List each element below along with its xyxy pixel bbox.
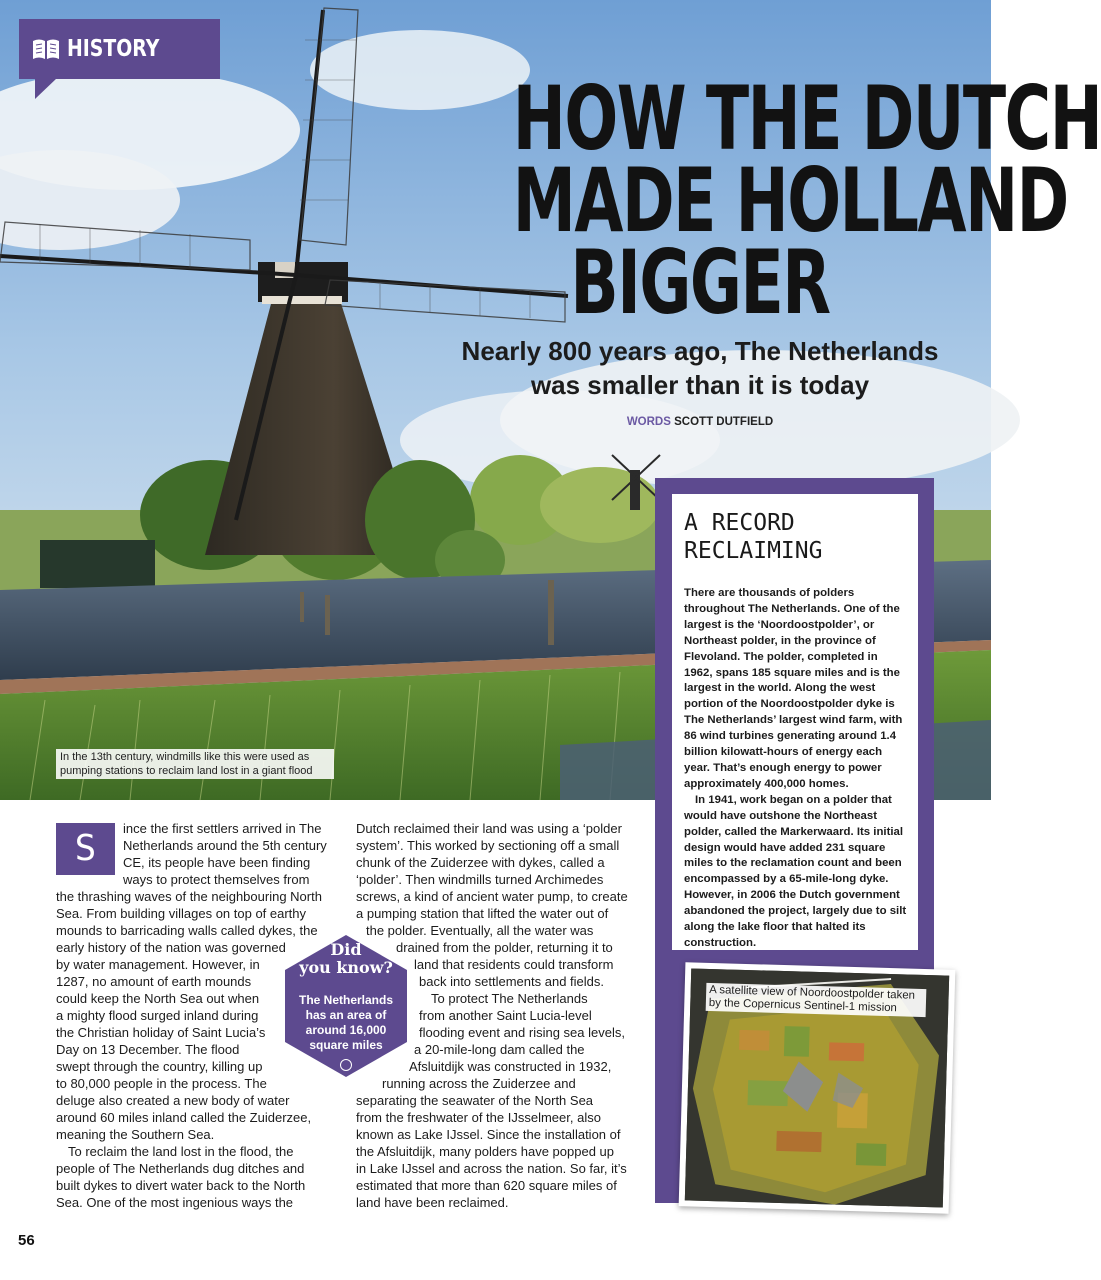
headline bbox=[440, 67, 1101, 334]
did-you-know-badge bbox=[283, 933, 409, 1079]
did-you-know-title bbox=[283, 941, 409, 977]
body-line: Afsluitdijk was constructed in 1932, bbox=[409, 1059, 612, 1074]
body-line: chunk of the Zuiderzee with dykes, called a bbox=[356, 855, 605, 870]
body-line: CE, its people have been finding bbox=[123, 855, 311, 870]
headline-line-2: MADE HOLLAND bbox=[512, 149, 1068, 252]
body-line: a mighty flood surged inland during bbox=[56, 1008, 259, 1023]
body-line: flooding event and rising sea levels, bbox=[419, 1025, 625, 1040]
body-line: back into settlements and fields. bbox=[419, 974, 604, 989]
drop-cap: S bbox=[56, 823, 115, 875]
body-line: by water management. However, in bbox=[56, 957, 260, 972]
body-line: from the freshwater of the IJsselmeer, also bbox=[356, 1110, 601, 1125]
body-line: system’. This worked by sectioning off a small bbox=[356, 838, 620, 853]
section-tag bbox=[19, 19, 220, 79]
body-line: separating the seawater of the North Sea bbox=[356, 1093, 594, 1108]
body-line: people of The Netherlands dug ditches and bbox=[56, 1161, 305, 1176]
body-line: the Christian holiday of Saint Lucia’s bbox=[56, 1025, 266, 1040]
hero-caption: In the 13th century, windmills like this were used as pumping stations to reclaim land lost in a giant flood bbox=[56, 749, 334, 779]
body-line: ‘polder’. Then windmills turned Archimedes bbox=[356, 872, 604, 887]
body-line: to 80,000 people in the process. The bbox=[56, 1076, 267, 1091]
did-you-know-text: The Netherlands has an area of around 16,000 square miles bbox=[298, 993, 394, 1052]
body-line: the thrashing waves of the neighbouring North bbox=[56, 889, 322, 904]
boxout-content bbox=[672, 494, 918, 950]
body-column-1a bbox=[123, 820, 338, 888]
body-line: known as Lake IJssel. Since the installation of bbox=[356, 1127, 621, 1142]
body-line: Sea. One of the most ingenious ways the bbox=[56, 1195, 294, 1210]
body-line: drained from the polder, returning it to bbox=[396, 940, 613, 955]
body-line: Day on 13 December. The flood bbox=[56, 1042, 240, 1057]
body-line: swept through the country, killing up bbox=[56, 1059, 263, 1074]
body-line: 1287, no amount of earth mounds bbox=[56, 974, 252, 989]
page-number: 56 bbox=[18, 1232, 35, 1249]
body-line: early history of the nation was governed bbox=[56, 940, 286, 955]
body-line: in Lake IJssel and across the nation. So far, it’s bbox=[356, 1161, 627, 1176]
body-line: ince the first settlers arrived in The bbox=[123, 821, 322, 836]
body-line: the Afsluitdijk, many polders have popped up bbox=[356, 1144, 615, 1159]
body-line: To protect The Netherlands bbox=[431, 991, 588, 1006]
body-line: a 20-mile-long dam called the bbox=[414, 1042, 585, 1057]
body-line: meaning the Southern Sea. bbox=[56, 1127, 215, 1142]
book-icon bbox=[31, 37, 61, 61]
boxout-paragraph: There are thousands of polders throughout The Netherlands. One of the largest is the ‘Noordoostpolder’, or Northeast polder, in the province of Flevoland. The polder, completed in 1962, spans 185 square miles and is the largest in the world. Along the west portion of the Noordoostpolder dyke is The Netherlands’ largest wind farm, with 86 wind turbines generating around 1.4 billion kilowatt-hours of energy each year. That’s enough energy to power approximately 400,000 homes. bbox=[684, 587, 903, 790]
boxout-title: A RECORD RECLAIMING bbox=[684, 510, 823, 564]
byline-author: SCOTT DUTFIELD bbox=[674, 416, 774, 428]
body-line: around 60 miles inland called the Zuiderzee, bbox=[56, 1110, 312, 1125]
byline bbox=[540, 416, 860, 428]
did-you-know-title-line-1: Did bbox=[330, 940, 362, 959]
body-line: Dutch reclaimed their land was using a ‘polder bbox=[356, 821, 622, 836]
body-line: the polder. Eventually, all the water was bbox=[366, 923, 594, 938]
body-line: To reclaim the land lost in the flood, the bbox=[68, 1144, 294, 1159]
byline-prefix: WORDS bbox=[626, 416, 671, 428]
boxout-paragraph: In 1941, work began on a polder that would have outshone the Northeast polder, called the Markerwaard. Its initial design would have added 231 square miles to the reclamation count and been encompassed by a 65-mile-long dyke. However, in 2006 the Dutch government abandoned the project, largely due to silt along the lake floor that halted its construction. bbox=[684, 793, 907, 949]
satellite-caption: A satellite view of Noordoostpolder taken by the Copernicus Sentinel-1 mission bbox=[706, 983, 927, 1017]
standfirst: Nearly 800 years ago, The Netherlands was smaller than it is today bbox=[461, 336, 939, 400]
body-line: mounds to barricading walls called dykes, the bbox=[56, 923, 318, 938]
body-line: land that residents could transform bbox=[414, 957, 614, 972]
gear-icon bbox=[340, 1059, 352, 1071]
body-line: running across the Zuiderzee and bbox=[382, 1076, 576, 1091]
body-line: could keep the North Sea out when bbox=[56, 991, 260, 1006]
body-line: built dykes to divert water back to the North bbox=[56, 1178, 306, 1193]
body-line: land have been reclaimed. bbox=[356, 1195, 509, 1210]
did-you-know-title-line-2: you know? bbox=[299, 958, 393, 977]
body-line: screws, a kind of ancient water pump, to create bbox=[356, 889, 628, 904]
body-line: deluge also created a new body of water bbox=[56, 1093, 290, 1108]
boxout-text bbox=[684, 586, 908, 952]
body-line: Sea. From building villages on top of earthy bbox=[56, 906, 307, 921]
body-line: a pumping station that lifted the water out of bbox=[356, 906, 609, 921]
headline-line-1: HOW THE DUTCH bbox=[512, 67, 1101, 170]
body-line: ways to protect themselves from bbox=[123, 872, 310, 887]
body-line: estimated that more than 620 square miles of bbox=[356, 1178, 617, 1193]
section-label: HISTORY bbox=[67, 36, 160, 62]
headline-line-3: BIGGER bbox=[570, 231, 830, 334]
body-line: from another Saint Lucia-level bbox=[419, 1008, 592, 1023]
body-line: Netherlands around the 5th century bbox=[123, 838, 327, 853]
